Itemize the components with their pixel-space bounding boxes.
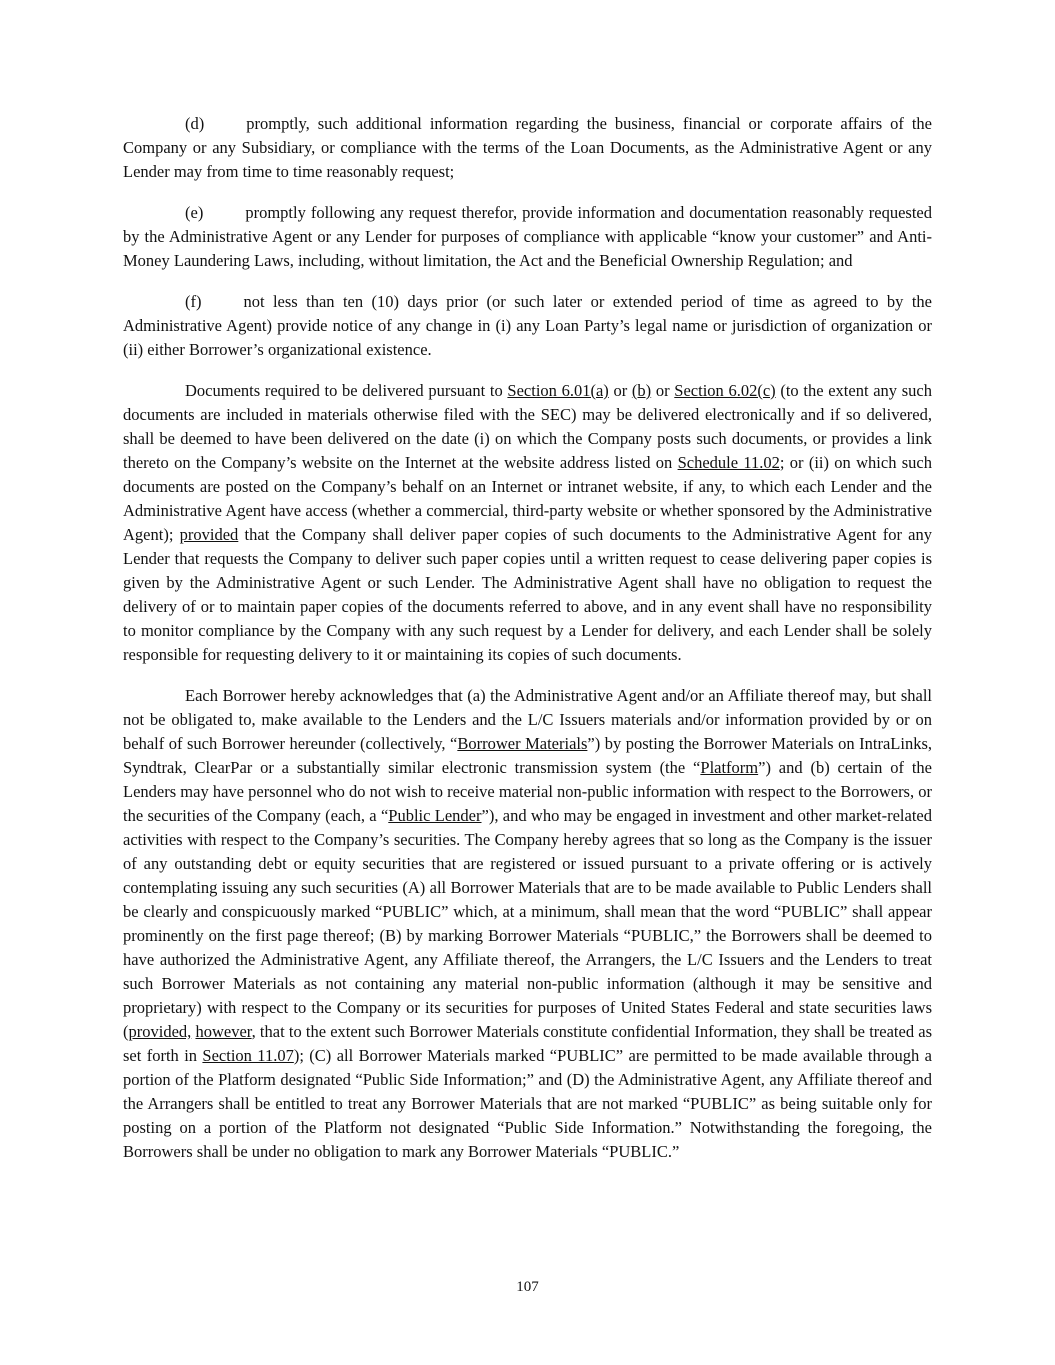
text-run: ”) by posting the Borrower Materials on IntraLinks, Syndtrak, ClearPar or a substantially similar electronic transmission system (the “ [123,734,932,777]
page-number: 107 [516,1279,539,1295]
underlined-reference: Schedule 11.02 [677,453,780,472]
underlined-reference: however [195,1022,252,1041]
paragraph-clause-e [123,201,932,273]
text-run: not less than ten (10) days prior (or such later or extended period of time as agreed to by the Administrative Agent) provide notice of any change in (i) any Loan Party’s legal name or jurisdiction of organization or (ii) either Borrower’s organizational existence. [123,292,932,359]
text-run: Each Borrower hereby acknowledges that (a) the Administrative Agent and/or an Affiliate thereof may, but shall not be obligated to, make available to the Lenders and the L/C Issuers materials and/or information provided by or on behalf of such Borrower hereunder (collectively, “ [123,686,932,753]
text-run: (e) [185,203,204,222]
text-run: promptly following any request therefor, provide information and documentation reasonably requested by the Administrative Agent or any Lender for purposes of compliance with applicable “know your customer” and Anti-Money Laundering Laws, including, without limitation, the Act and the Beneficial Ownership Regulation; and [123,203,932,270]
underlined-reference: Section 6.01(a) [507,381,609,400]
underlined-reference: Public Lender [388,806,482,825]
text-run: ); (C) all Borrower Materials marked “PUBLIC” are permitted to be made available through a portion of the Platform designated “Public Side Information;” and (D) the Administrative Agent, any Affiliate thereof and the Arrangers shall be entitled to treat any Borrower Materials that are not marked “PUBLIC” as being suitable only for posting on a portion of the Platform not designated “Public Side Information.” Notwithstanding the foregoing, the Borrowers shall be under no obligation to mark any Borrower Materials “PUBLIC.” [123,1046,932,1161]
text-run: ”) and (b) certain of the Lenders may have personnel who do not wish to receive material non-public information with respect to the Borrowers, or the securities of the Company (each, a “ [123,758,932,825]
underlined-reference: Section 6.02(c) [674,381,776,400]
text-run: ”), and who may be engaged in investment and other market-related activities with respect to the Company’s securities. The Company hereby agrees that so long as the Company is the issuer of any outstanding debt or equity securities that are registered or issued pursuant to a private offering or is actively contemplating issuing any such securities (A) all Borrower Materials that are to be made available to Public Lenders shall be clearly and conspicuously marked “PUBLIC” which, at a minimum, shall mean that the word “PUBLIC” shall appear prominently on the first page thereof; (B) by marking Borrower Materials “PUBLIC,” the Borrowers shall be deemed to have authorized the Administrative Agent, any Affiliate thereof, the Arrangers, the L/C Issuers and the Lenders to treat such Borrower Materials as not containing any material non-public information (although it may be sensitive and proprietary) with respect to the Company or its securities for purposes of United States Federal and state securities laws ( [123,806,932,1041]
document-body [123,112,932,1181]
underlined-reference: (b) [631,381,652,400]
text-run: or [651,381,675,400]
paragraph-borrower-materials [123,684,932,1164]
text-run: (f) [185,292,202,311]
text-run: (d) [185,114,205,133]
underlined-reference: Borrower Materials [457,734,588,753]
text-run: , that to the extent such Borrower Materials constitute confidential Information, they shall be treated as set forth in [123,1022,933,1065]
text-run: promptly, such additional information regarding the business, financial or corporate affairs of the Company or any Subsidiary, or compliance with the terms of the Loan Documents, as the Administrative Agent or any Lender may from time to time reasonably request; [123,114,932,181]
underlined-reference: provided [179,525,239,544]
underlined-reference: Section 11.07 [202,1046,294,1065]
text-run: ; or (ii) on which such documents are posted on the Company’s behalf on an Internet or intranet website, if any, to which each Lender and the Administrative Agent have access (whether a commercial, third-party website or whether sponsored by the Administrative Agent); [123,453,933,544]
underlined-reference: Platform [700,758,759,777]
paragraph-clause-d [123,112,932,184]
paragraph-documents-delivery [123,379,932,667]
text-run: or [608,381,632,400]
paragraph-clause-f [123,290,932,362]
text-run: that the Company shall deliver paper copies of such documents to the Administrative Agent for any Lender that requests the Company to deliver such paper copies until a written request to cease delivering paper copies is given by the Administrative Agent or such Lender. The Administrative Agent shall have no obligation to request the delivery of or to maintain paper copies of the documents referred to above, and in any event shall have no responsibility to monitor compliance by the Company with any such request by a Lender for delivery, and each Lender shall be solely responsible for requesting delivery to it or maintaining its copies of such documents. [123,525,932,664]
text-run: Documents required to be delivered pursuant to [185,381,508,400]
underlined-reference: provided, [128,1022,192,1041]
text-run: (to the extent any such documents are included in materials otherwise filed with the SEC) may be delivered electronically and if so delivered, shall be deemed to have been delivered on the date (i) on which the Company posts such documents, or provides a link thereto on the Company’s website on the Internet at the website address listed on [123,381,932,472]
